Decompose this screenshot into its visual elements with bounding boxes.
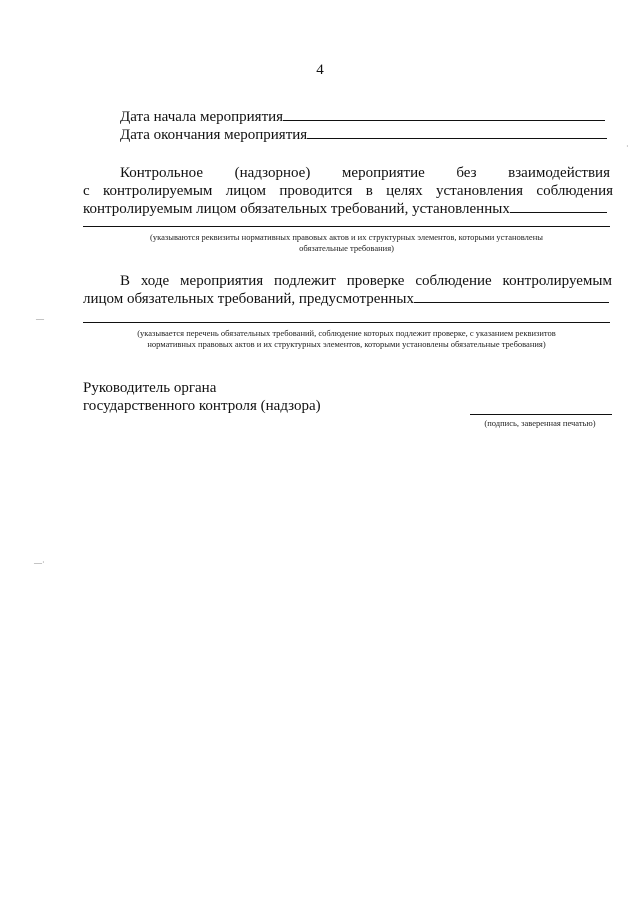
verification-line-2: [83, 290, 609, 308]
purpose-word: мероприятие: [341, 165, 425, 181]
purpose-note: [83, 232, 610, 254]
scan-mark: —·: [34, 558, 45, 567]
verification-line-1: В ходе мероприятия подлежит проверке соблюдение контролируемым: [120, 273, 612, 289]
end-date-label: Дата окончания мероприятия: [120, 127, 308, 143]
end-date-blank[interactable]: [307, 126, 607, 139]
verification-note: [83, 328, 610, 350]
scan-mark: —: [36, 314, 44, 323]
purpose-line-3-text: контролируемым лицом обязательных требований, установленных: [83, 201, 510, 217]
start-date-blank[interactable]: [283, 108, 605, 121]
purpose-word: (надзорное): [234, 165, 311, 181]
signature-line[interactable]: [470, 414, 612, 415]
verification-note-line: (указывается перечень обязательных требований, соблюдение которых подлежит проверке, с указанием реквизитов: [137, 328, 556, 338]
verification-line-2-text: лицом обязательных требований, предусмотренных: [83, 291, 414, 307]
purpose-line-1: [120, 164, 610, 182]
purpose-fill-line[interactable]: [83, 226, 610, 227]
purpose-word: без: [456, 165, 477, 181]
purpose-word: Контрольное: [120, 165, 204, 181]
verification-note-line: нормативных правовых актов и их структурных элементов, которыми установлены обязательные требования): [147, 339, 546, 349]
purpose-note-line: обязательные требования): [299, 243, 394, 253]
purpose-blank[interactable]: [510, 200, 607, 213]
start-date-row: [120, 108, 605, 126]
scan-speck: ·: [626, 142, 629, 151]
purpose-line-2: с контролируемым лицом проводится в целях установления соблюдения: [83, 183, 613, 199]
start-date-label: Дата начала мероприятия: [120, 109, 284, 125]
signatory-title-2: государственного контроля (надзора): [83, 398, 321, 414]
purpose-word: взаимодействия: [508, 165, 610, 181]
page-number: 4: [316, 62, 324, 78]
end-date-row: [120, 126, 607, 144]
verification-blank[interactable]: [414, 290, 609, 303]
signatory-title-1: Руководитель органа: [83, 380, 217, 396]
verification-fill-line[interactable]: [83, 322, 610, 323]
purpose-line-3: [83, 200, 607, 218]
signature-caption: (подпись, заверенная печатью): [484, 418, 596, 428]
purpose-note-line: (указываются реквизиты нормативных правовых актов и их структурных элементов, которыми установлены: [150, 232, 543, 242]
